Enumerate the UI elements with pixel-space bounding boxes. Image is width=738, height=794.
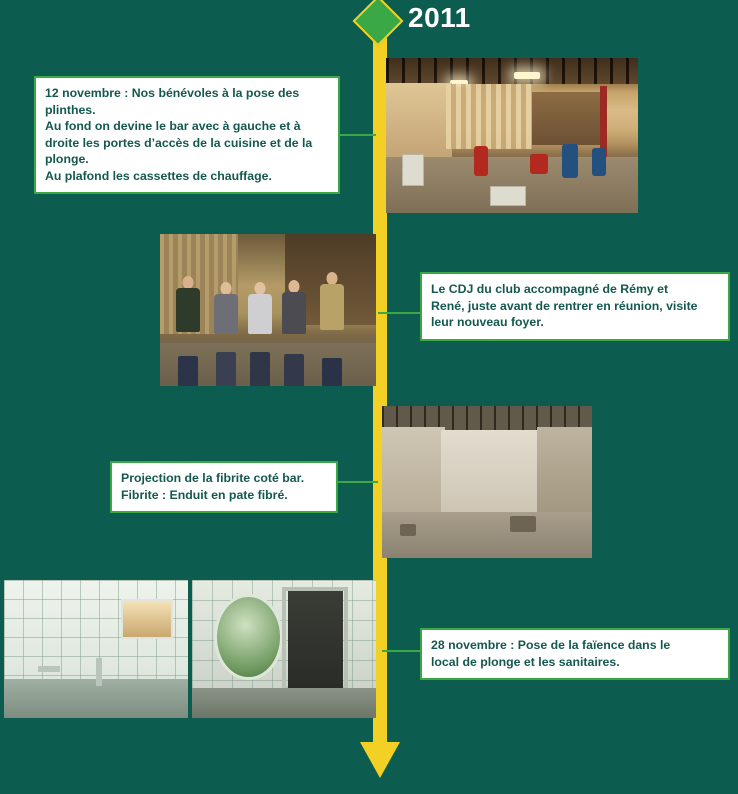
photo-equipment-detail — [400, 524, 416, 536]
caption-4-line-1: 28 novembre : Pose de la faïence dans le — [431, 638, 671, 652]
photo-doorway-detail — [288, 591, 343, 688]
photo-plonge-faience — [4, 580, 188, 718]
photo-window-detail — [121, 599, 173, 639]
caption-1-line-4: droite les portes d’accès de la cuisine et de la — [45, 135, 313, 150]
photo-bar-detail — [532, 92, 603, 145]
caption-3-line-2: Fibrite : Enduit en pate fibré. — [121, 487, 288, 502]
photo-wall-detail — [441, 430, 538, 515]
photo-equipment-detail — [490, 186, 526, 206]
photo-wall-detail — [382, 427, 445, 518]
connector-caption-4 — [382, 650, 420, 652]
photo-sanitaires-faience — [192, 580, 376, 718]
photo-person-detail — [592, 148, 606, 176]
photo-lamp-detail — [514, 72, 540, 79]
caption-2-line-3: leur nouveau foyer. — [431, 315, 544, 329]
connector-photo-2 — [378, 312, 420, 314]
caption-1-line-6: Au plafond les cassettes de chauffage. — [45, 168, 272, 183]
caption-1-line-2: plinthes. — [45, 102, 96, 117]
photo-person-detail — [562, 144, 578, 178]
caption-1-line-3: Au fond on devine le bar avec à gauche et à — [45, 119, 301, 133]
photo-equipment-detail — [510, 516, 536, 532]
caption-4 — [420, 628, 730, 680]
photo-wall-detail — [537, 427, 592, 515]
caption-3 — [110, 461, 338, 513]
connector-caption-1 — [340, 134, 376, 136]
photo-oval-opening-detail — [214, 594, 283, 680]
caption-2-line-1: Le CDJ du club accompagné de Rémy et — [431, 282, 669, 296]
caption-1-line-1: 12 novembre : Nos bénévoles à la pose des — [45, 86, 300, 100]
photo-equipment-detail — [402, 154, 424, 186]
caption-1 — [34, 76, 340, 194]
year-diamond-icon — [353, 0, 404, 46]
photo-person-detail — [474, 146, 488, 176]
caption-2 — [420, 272, 730, 341]
photo-hall-plinthes — [386, 58, 638, 213]
timeline-arrow-icon — [360, 742, 400, 778]
photo-floor-detail — [192, 688, 376, 718]
connector-caption-3 — [338, 481, 378, 483]
caption-4-line-2: local de plonge et les sanitaires. — [431, 654, 620, 669]
caption-3-line-1: Projection de la fibrite coté bar. — [121, 471, 305, 485]
photo-wall-detail — [386, 83, 452, 161]
photo-wall-stripes-detail — [446, 84, 532, 149]
caption-2-line-2: René, juste avant de rentrer en réunion, visite — [431, 298, 698, 313]
photo-pipe-detail — [96, 658, 102, 686]
year-label: 2011 — [408, 2, 471, 33]
photo-pipe-detail — [38, 666, 60, 672]
caption-1-line-5: plonge. — [45, 152, 89, 166]
photo-ceiling-detail — [386, 58, 638, 84]
photo-fibrite-bar — [382, 406, 592, 558]
photo-groupe-cdj — [160, 234, 376, 386]
photo-person-detail — [530, 154, 548, 174]
